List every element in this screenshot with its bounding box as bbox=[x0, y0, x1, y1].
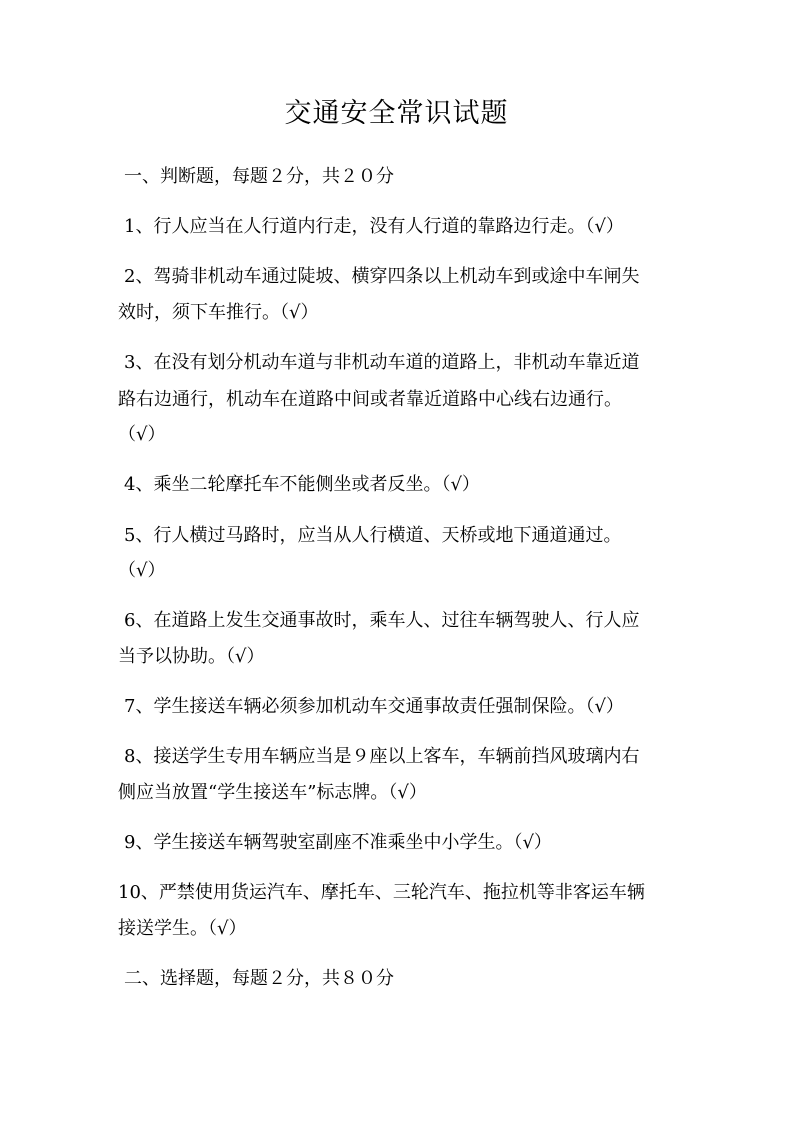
question-3-line-2: 路右边通行，机动车在道路中间或者靠近道路中心线右边通行。 bbox=[118, 389, 622, 410]
question-6-line-2: 当予以协助。（√） bbox=[118, 646, 265, 667]
page-title: 交通安全常识试题 bbox=[284, 98, 509, 129]
question-5-line-2: （√） bbox=[118, 560, 166, 581]
question-10-line-2: 接送学生。（√） bbox=[118, 918, 247, 939]
question-7: 7、学生接送车辆必须参加机动车交通事故责任强制保险。（√） bbox=[124, 696, 624, 717]
question-8-line-1: 8、接送学生专用车辆应当是９座以上客车，车辆前挡风玻璃内右 bbox=[124, 746, 640, 767]
question-1: 1、行人应当在人行道内行走，没有人行道的靠路边行走。（√） bbox=[124, 216, 624, 237]
section-heading-true-false: 一、判断题，每题２分，共２０分 bbox=[124, 166, 394, 187]
question-2-line-2: 效时，须下车推行。（√） bbox=[118, 302, 319, 323]
question-9: 9、学生接送车辆驾驶室副座不准乘坐中小学生。（√） bbox=[124, 832, 552, 853]
question-2-line-1: 2、驾骑非机动车通过陡坡、横穿四条以上机动车到或途中车闸失 bbox=[124, 266, 640, 287]
question-3-line-1: 3、在没有划分机动车道与非机动车道的道路上，非机动车靠近道 bbox=[124, 352, 640, 373]
question-4: 4、乘坐二轮摩托车不能侧坐或者反坐。（√） bbox=[124, 474, 480, 495]
section-heading-multiple-choice: 二、选择题，每题２分，共８０分 bbox=[124, 968, 394, 989]
question-8-line-2: 侧应当放置“学生接送车”标志牌。（√） bbox=[118, 782, 427, 803]
question-6-line-1: 6、在道路上发生交通事故时，乘车人、过往车辆驾驶人、行人应 bbox=[124, 610, 640, 631]
question-10-line-1: 10、严禁使用货运汽车、摩托车、三轮汽车、拖拉机等非客运车辆 bbox=[118, 882, 645, 903]
question-3-line-3: （√） bbox=[118, 424, 166, 445]
question-5-line-1: 5、行人横过马路时，应当从人行横道、天桥或地下通道通过。 bbox=[124, 525, 622, 546]
